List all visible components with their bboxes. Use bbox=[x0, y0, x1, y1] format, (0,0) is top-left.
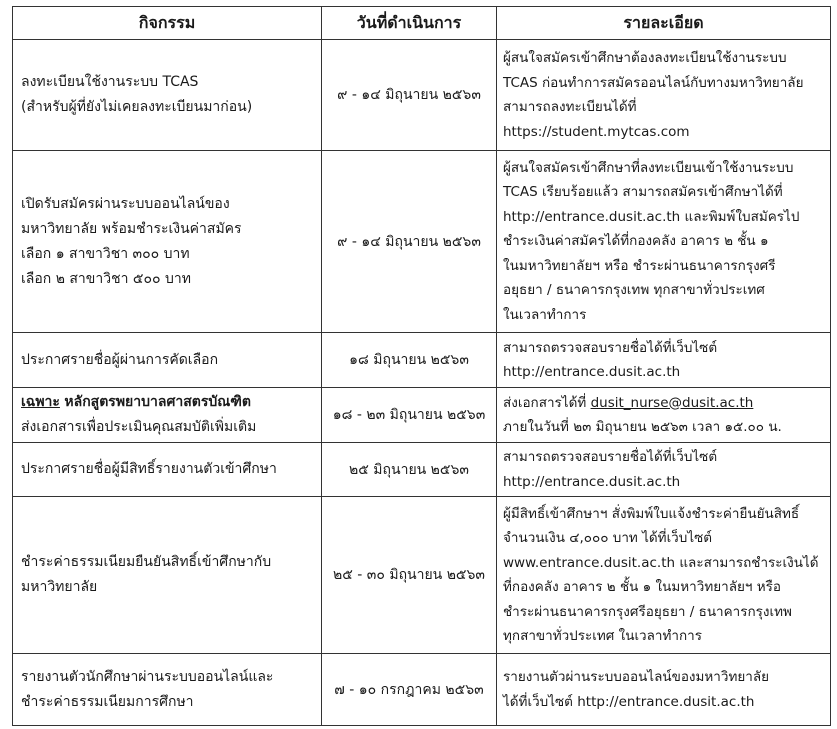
details-line: ภายในวันที่ ๒๓ มิถุนายน ๒๕๖๓ เวลา ๑๕.๐๐ น. bbox=[503, 419, 782, 435]
activity-line: ลงทะเบียนใช้งานระบบ TCAS bbox=[21, 74, 199, 90]
table-row bbox=[13, 654, 831, 726]
activity-cell bbox=[13, 654, 322, 726]
activity-line: ชำระค่าธรรมเนียมยืนยันสิทธิ์เข้าศึกษากับ bbox=[21, 554, 272, 570]
activity-line: ประกาศรายชื่อผู้มีสิทธิ์รายงานตัวเข้าศึกษา bbox=[21, 461, 277, 477]
date-cell: ๙ - ๑๔ มิถุนายน ๒๕๖๓ bbox=[322, 40, 497, 151]
date-cell: ๙ - ๑๔ มิถุนายน ๒๕๖๓ bbox=[322, 151, 497, 333]
table-row bbox=[13, 497, 831, 654]
details-cell bbox=[497, 388, 831, 443]
details-prefix: ส่งเอกสารได้ที่ bbox=[503, 394, 587, 411]
details-line: ที่กองคลัง อาคาร ๒ ชั้น ๑ ในมหาวิทยาลัยฯ หรือ bbox=[503, 579, 782, 595]
table-row bbox=[13, 388, 831, 443]
activity-line: ชำระค่าธรรมเนียมการศึกษา bbox=[21, 693, 194, 710]
schedule-table bbox=[12, 6, 831, 726]
activity-line: เลือก ๒ สาขาวิชา ๕๐๐ บาท bbox=[21, 270, 192, 287]
activity-line: เลือก ๑ สาขาวิชา ๓๐๐ บาท bbox=[21, 245, 190, 262]
details-line: สามารถตรวจสอบรายชื่อได้ที่เว็บไซต์ bbox=[503, 339, 718, 356]
activity-line: ประกาศรายชื่อผู้ผ่านการคัดเลือก bbox=[21, 351, 219, 368]
details-cell bbox=[497, 497, 831, 654]
details-line: http://entrance.dusit.ac.th bbox=[503, 473, 681, 490]
details-cell bbox=[497, 40, 831, 151]
details-line: ชำระเงินค่าสมัครได้ที่กองคลัง อาคาร ๒ ชั้น ๑ bbox=[503, 233, 769, 250]
details-line: ได้ที่เว็บไซต์ http://entrance.dusit.ac.th bbox=[503, 693, 755, 710]
details-cell bbox=[497, 333, 831, 388]
details-line: จำนวนเงิน ๔,๐๐๐ บาท ได้ที่เว็บไซต์ bbox=[503, 530, 713, 546]
details-line: รายงานตัวผ่านระบบออนไลน์ของมหาวิทยาลัย bbox=[503, 669, 770, 685]
activity-cell bbox=[13, 333, 322, 388]
table-row bbox=[13, 333, 831, 388]
table-row bbox=[13, 151, 831, 333]
date-cell: ๒๕ - ๓๐ มิถุนายน ๒๕๖๓ bbox=[322, 497, 497, 654]
details-line: http://entrance.dusit.ac.th bbox=[503, 364, 681, 380]
activity-cell bbox=[13, 443, 322, 497]
details-line: www.entrance.dusit.ac.th และสามารถชำระเงินได้ bbox=[503, 554, 819, 571]
activity-cell bbox=[13, 497, 322, 654]
activity-cell bbox=[13, 388, 322, 443]
header-row bbox=[13, 7, 831, 40]
activity-line: รายงานตัวนักศึกษาผ่านระบบออนไลน์และ bbox=[21, 668, 274, 685]
details-line: อยุธยา / ธนาคารกรุงเทพ ทุกสาขาทั่วประเทศ bbox=[503, 282, 765, 299]
details-line: สามารถลงทะเบียนได้ที่ bbox=[503, 99, 637, 115]
date-cell: ๑๘ - ๒๓ มิถุนายน ๒๕๖๓ bbox=[322, 388, 497, 443]
activity-cell bbox=[13, 151, 322, 333]
header-details: รายละเอียด bbox=[497, 7, 831, 40]
date-cell: ๗ - ๑๐ กรกฎาคม ๒๕๖๓ bbox=[322, 654, 497, 726]
activity-line: ส่งเอกสารเพื่อประเมินคุณสมบัติเพิ่มเติม bbox=[21, 419, 257, 435]
activity-line: เปิดรับสมัครผ่านระบบออนไลน์ของ bbox=[21, 195, 230, 212]
activity-line: มหาวิทยาลัย bbox=[21, 579, 98, 595]
details-line: http://entrance.dusit.ac.th และพิมพ์ใบสมัครไป bbox=[503, 208, 800, 225]
details-cell bbox=[497, 443, 831, 497]
table-row bbox=[13, 443, 831, 497]
table-row bbox=[13, 40, 831, 151]
header-date: วันที่ดำเนินการ bbox=[322, 7, 497, 40]
program-name: หลักสูตรพยาบาลศาสตรบัณฑิต bbox=[64, 394, 251, 410]
details-line: https://student.mytcas.com bbox=[503, 123, 690, 140]
activity-cell bbox=[13, 40, 322, 151]
details-line: ผู้สนใจสมัครเข้าศึกษาต้องลงทะเบียนใช้งานระบบ bbox=[503, 50, 787, 66]
details-line: ในเวลาทำการ bbox=[503, 306, 587, 323]
details-line: ผู้มีสิทธิ์เข้าศึกษาฯ สั่งพิมพ์ใบแจ้งชำระค่ายืนยันสิทธิ์ bbox=[503, 505, 800, 522]
email-link[interactable]: dusit_nurse@dusit.ac.th bbox=[590, 394, 754, 411]
details-line: ในมหาวิทยาลัยฯ หรือ ชำระผ่านธนาคารกรุงศรี bbox=[503, 257, 776, 274]
details-line: ทุกสาขาทั่วประเทศ ในเวลาทำการ bbox=[503, 628, 702, 644]
details-cell bbox=[497, 151, 831, 333]
details-line: ผู้สนใจสมัครเข้าศึกษาที่ลงทะเบียนเข้าใช้งานระบบ bbox=[503, 159, 794, 176]
details-line bbox=[503, 391, 824, 416]
details-line: TCAS เรียบร้อยแล้ว สามารถสมัครเข้าศึกษาได้ที่ bbox=[503, 184, 783, 201]
date-cell: ๑๘ มิถุนายน ๒๕๖๓ bbox=[322, 333, 497, 388]
details-cell bbox=[497, 654, 831, 726]
details-line: TCAS ก่อนทำการสมัครออนไลน์กับทางมหาวิทยาลัย bbox=[503, 74, 804, 91]
activity-emphasis: เฉพาะ bbox=[21, 394, 60, 410]
activity-line: มหาวิทยาลัย พร้อมชำระเงินค่าสมัคร bbox=[21, 220, 242, 237]
activity-line: (สำหรับผู้ที่ยังไม่เคยลงทะเบียนมาก่อน) bbox=[21, 99, 253, 115]
header-activity: กิจกรรม bbox=[13, 7, 322, 40]
activity-line bbox=[21, 390, 313, 415]
date-cell: ๒๕ มิถุนายน ๒๕๖๓ bbox=[322, 443, 497, 497]
details-line: ชำระผ่านธนาคารกรุงศรีอยุธยา / ธนาคารกรุงเทพ bbox=[503, 603, 792, 620]
details-line: สามารถตรวจสอบรายชื่อได้ที่เว็บไซต์ bbox=[503, 449, 718, 465]
